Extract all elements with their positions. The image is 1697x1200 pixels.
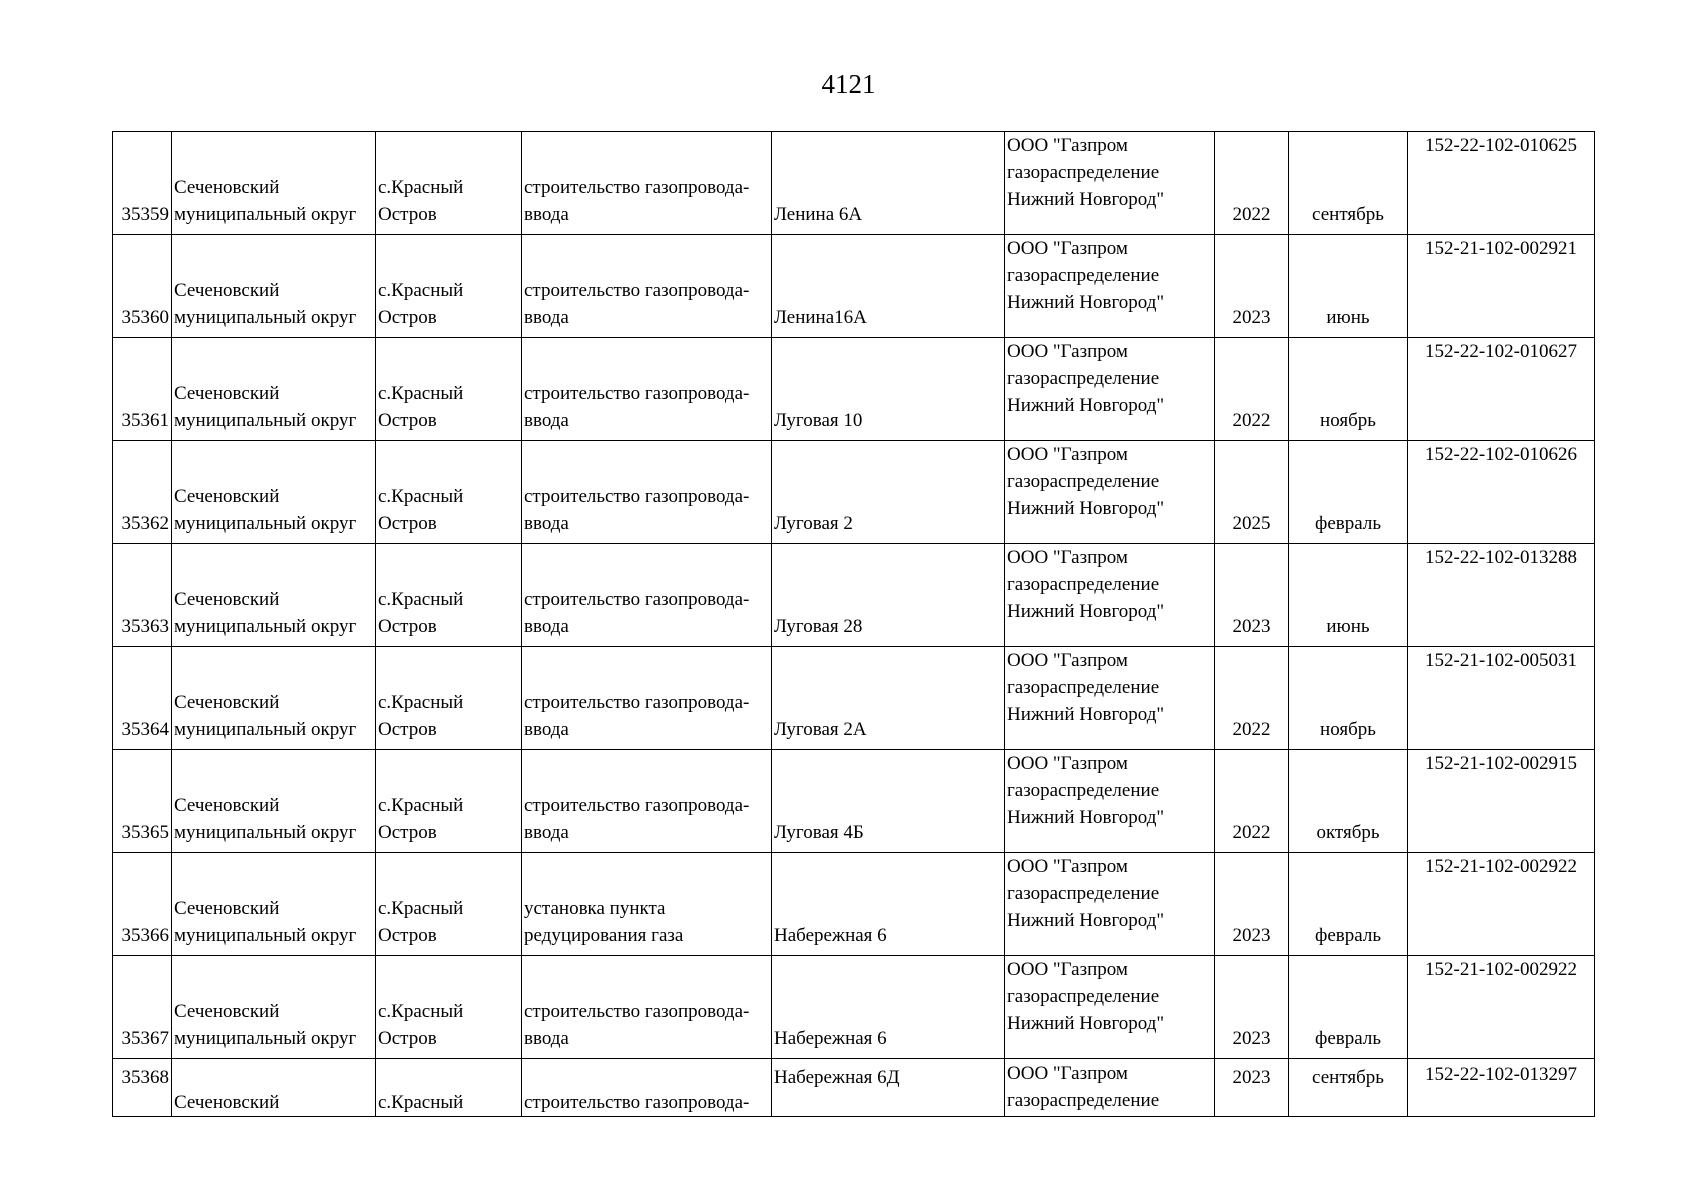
- cell-organization: ООО "Газпром газораспределение Нижний Новгород": [1005, 338, 1215, 441]
- table-row: [113, 441, 1595, 544]
- page-number: 4121: [821, 69, 876, 99]
- cell-organization: ООО "Газпром газораспределение Нижний Новгород": [1005, 647, 1215, 750]
- cell-year: 2023: [1215, 1059, 1289, 1117]
- cell-settlement: с.Красный Остров: [376, 235, 522, 338]
- cell-settlement: с.Красный Остров: [376, 338, 522, 441]
- cell-organization: ООО "Газпром газораспределение Нижний Новгород": [1005, 853, 1215, 956]
- cell-district: Сеченовский муниципальный округ: [172, 235, 376, 338]
- cell-month: ноябрь: [1289, 338, 1408, 441]
- cell-settlement: с.Красный Остров: [376, 956, 522, 1059]
- cell-number: 35362: [113, 441, 172, 544]
- table-row: [113, 853, 1595, 956]
- cell-address: Луговая 4Б: [772, 750, 1005, 853]
- cell-number: 35368: [113, 1059, 172, 1117]
- cell-number: 35366: [113, 853, 172, 956]
- cell-settlement: с.Красный Остров: [376, 647, 522, 750]
- cell-code: 152-22-102-013297: [1408, 1059, 1595, 1117]
- cell-district: Сеченовский муниципальный округ: [172, 750, 376, 853]
- cell-work-type: строительство газопровода- ввода: [522, 441, 772, 544]
- register-table: [112, 131, 1595, 1117]
- cell-work-type: строительство газопровода- ввода: [522, 132, 772, 235]
- cell-address: Луговая 2А: [772, 647, 1005, 750]
- cell-code: 152-22-102-010625: [1408, 132, 1595, 235]
- cell-year: 2023: [1215, 544, 1289, 647]
- cell-district: Сеченовский муниципальный округ: [172, 853, 376, 956]
- cell-month: сентябрь: [1289, 1059, 1408, 1117]
- cell-number: 35364: [113, 647, 172, 750]
- cell-settlement: с.Красный Остров: [376, 544, 522, 647]
- cell-number: 35361: [113, 338, 172, 441]
- cell-year: 2023: [1215, 235, 1289, 338]
- cell-work-type: строительство газопровода- ввода: [522, 956, 772, 1059]
- cell-organization: ООО "Газпром газораспределение: [1005, 1059, 1215, 1117]
- table-row: [113, 750, 1595, 853]
- cell-organization: ООО "Газпром газораспределение Нижний Новгород": [1005, 544, 1215, 647]
- table-row: [113, 956, 1595, 1059]
- cell-code: 152-22-102-010626: [1408, 441, 1595, 544]
- cell-organization: ООО "Газпром газораспределение Нижний Новгород": [1005, 132, 1215, 235]
- cell-month: октябрь: [1289, 750, 1408, 853]
- cell-month: июнь: [1289, 544, 1408, 647]
- table-row: [113, 544, 1595, 647]
- cell-month: ноябрь: [1289, 647, 1408, 750]
- cell-district: Сеченовский муниципальный округ: [172, 544, 376, 647]
- cell-number: 35360: [113, 235, 172, 338]
- cell-year: 2022: [1215, 647, 1289, 750]
- cell-district: Сеченовский муниципальный округ: [172, 956, 376, 1059]
- cell-code: 152-21-102-002921: [1408, 235, 1595, 338]
- cell-month: июнь: [1289, 235, 1408, 338]
- cell-organization: ООО "Газпром газораспределение Нижний Новгород": [1005, 441, 1215, 544]
- cell-address: Луговая 2: [772, 441, 1005, 544]
- cell-number: 35365: [113, 750, 172, 853]
- cell-work-type: установка пункта редуцирования газа: [522, 853, 772, 956]
- table-row: [113, 132, 1595, 235]
- cell-month: сентябрь: [1289, 132, 1408, 235]
- cell-district: Сеченовский муниципальный округ: [172, 338, 376, 441]
- cell-settlement: с.Красный Остров: [376, 853, 522, 956]
- cell-code: 152-22-102-013288: [1408, 544, 1595, 647]
- cell-code: 152-21-102-005031: [1408, 647, 1595, 750]
- cell-code: 152-21-102-002915: [1408, 750, 1595, 853]
- table-row: [113, 235, 1595, 338]
- cell-address: Луговая 28: [772, 544, 1005, 647]
- cell-settlement: с.Красный Остров: [376, 750, 522, 853]
- cell-district: Сеченовский муниципальный округ: [172, 647, 376, 750]
- cell-number: 35367: [113, 956, 172, 1059]
- cell-address: Ленина 6А: [772, 132, 1005, 235]
- cell-settlement: с.Красный Остров: [376, 132, 522, 235]
- cell-month: февраль: [1289, 853, 1408, 956]
- table-row: [113, 338, 1595, 441]
- cell-year: 2022: [1215, 338, 1289, 441]
- cell-work-type: строительство газопровода- ввода: [522, 338, 772, 441]
- cell-month: февраль: [1289, 441, 1408, 544]
- cell-year: 2022: [1215, 750, 1289, 853]
- cell-work-type: строительство газопровода- ввода: [522, 750, 772, 853]
- cell-month: февраль: [1289, 956, 1408, 1059]
- cell-organization: ООО "Газпром газораспределение Нижний Новгород": [1005, 956, 1215, 1059]
- cell-code: 152-21-102-002922: [1408, 853, 1595, 956]
- cell-district: Сеченовский муниципальный округ: [172, 441, 376, 544]
- register-rows: [113, 132, 1595, 1117]
- cell-work-type: строительство газопровода-: [522, 1059, 772, 1117]
- cell-number: 35359: [113, 132, 172, 235]
- cell-code: 152-22-102-010627: [1408, 338, 1595, 441]
- cell-address: Набережная 6: [772, 853, 1005, 956]
- cell-district: Сеченовский: [172, 1059, 376, 1117]
- cell-number: 35363: [113, 544, 172, 647]
- cell-work-type: строительство газопровода- ввода: [522, 544, 772, 647]
- cell-address: Набережная 6: [772, 956, 1005, 1059]
- cell-organization: ООО "Газпром газораспределение Нижний Новгород": [1005, 750, 1215, 853]
- cell-settlement: с.Красный Остров: [376, 441, 522, 544]
- cell-address: Луговая 10: [772, 338, 1005, 441]
- cell-address: Набережная 6Д: [772, 1059, 1005, 1117]
- cell-organization: ООО "Газпром газораспределение Нижний Новгород": [1005, 235, 1215, 338]
- cell-year: 2025: [1215, 441, 1289, 544]
- cell-year: 2023: [1215, 853, 1289, 956]
- cell-year: 2022: [1215, 132, 1289, 235]
- cell-settlement: с.Красный: [376, 1059, 522, 1117]
- cell-year: 2023: [1215, 956, 1289, 1059]
- cell-district: Сеченовский муниципальный округ: [172, 132, 376, 235]
- cell-work-type: строительство газопровода- ввода: [522, 235, 772, 338]
- cell-code: 152-21-102-002922: [1408, 956, 1595, 1059]
- table-row-partial: [113, 1059, 1595, 1117]
- table-row: [113, 647, 1595, 750]
- cell-address: Ленина16А: [772, 235, 1005, 338]
- cell-work-type: строительство газопровода- ввода: [522, 647, 772, 750]
